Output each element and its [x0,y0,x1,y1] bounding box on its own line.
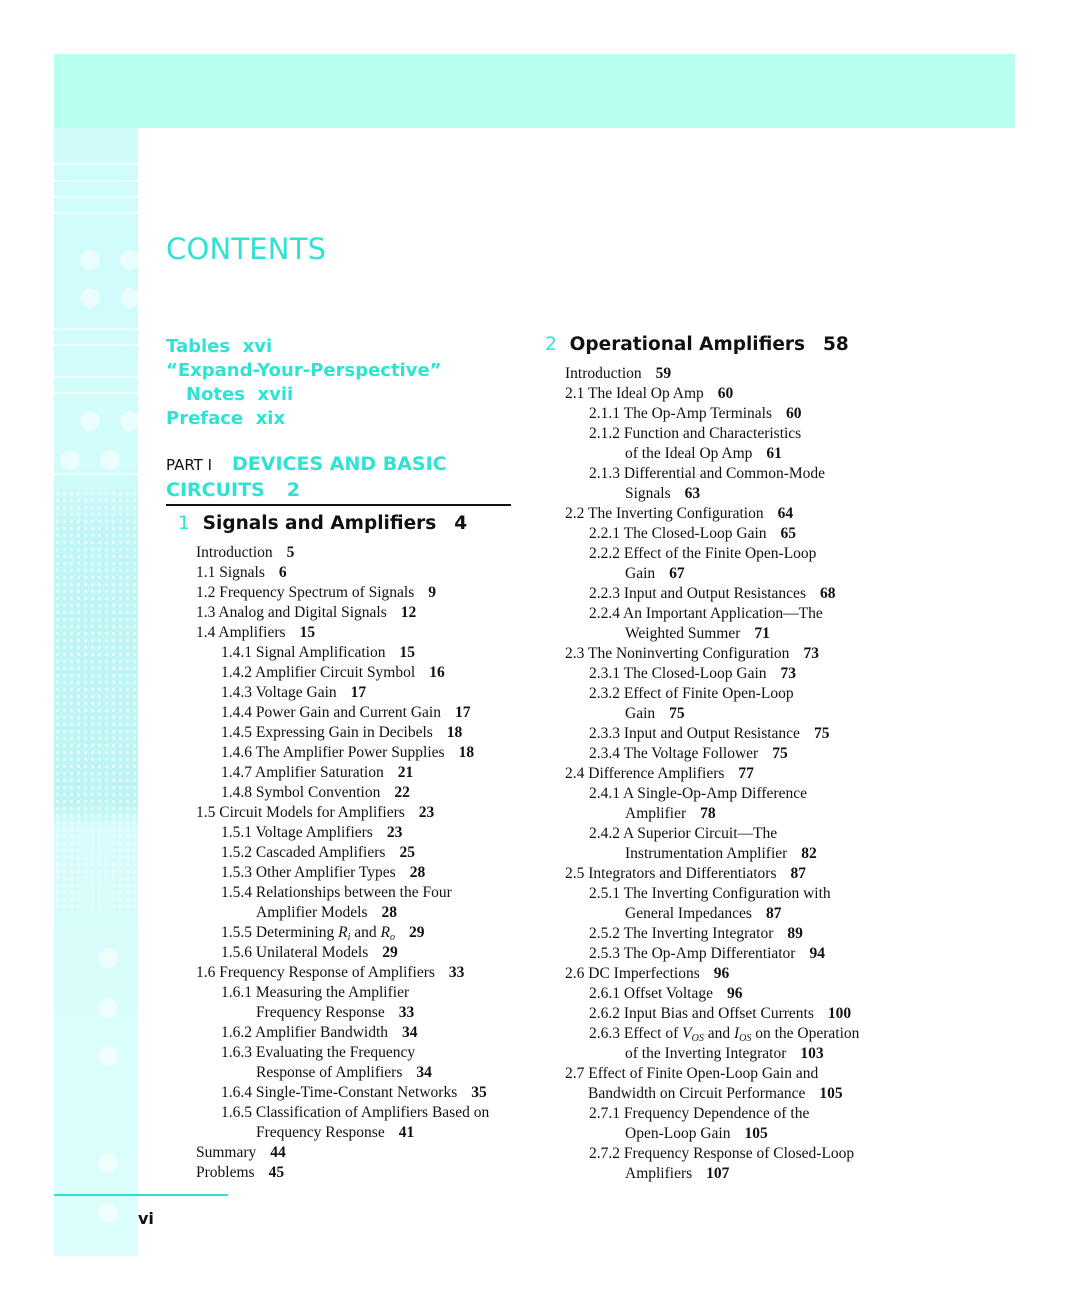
circuit-trace-decoration [54,328,138,330]
toc-entry[interactable] [589,684,794,704]
toc-entry[interactable] [589,544,816,564]
toc-entry[interactable] [256,1063,432,1083]
toc-entry[interactable] [589,1004,851,1024]
toc-entry-page: 63 [684,485,701,502]
chapter-title: Signals and Amplifiers [202,513,437,534]
toc-entry[interactable] [221,883,452,903]
chapter-page: 58 [823,334,849,355]
toc-entry-title: of the Inverting Integrator [625,1045,787,1062]
toc-entry[interactable] [589,744,788,764]
toc-entry[interactable] [196,563,287,583]
header-banner [54,54,1015,128]
toc-entry[interactable] [196,583,436,603]
toc-entry-page: 77 [738,765,754,782]
toc-entry-title: 1.6.4 Single-Time-Constant Networks [221,1084,458,1101]
toc-entry[interactable] [221,663,445,683]
toc-entry[interactable] [256,903,397,923]
toc-entry[interactable] [625,564,685,584]
toc-entry-page: 64 [777,505,794,522]
toc-entry-title: 2.3.4 The Voltage Follower [589,745,759,762]
part-title-line1[interactable]: DEVICES AND BASIC [232,453,447,475]
toc-entry-page: 89 [787,925,803,942]
toc-entry-page: 34 [416,1064,432,1081]
toc-entry-page: 78 [700,805,716,822]
toc-entry[interactable] [221,1043,415,1063]
toc-entry-page: 103 [800,1045,824,1062]
part-title-text: CIRCUITS [166,479,265,501]
chapter-number: 2 [545,334,557,355]
toc-entry-title: 2.6 DC Imperfections [565,965,700,982]
toc-entry[interactable] [565,964,729,984]
circuit-trace-decoration [54,392,138,394]
toc-entry[interactable] [565,384,733,404]
toc-entry-page: 73 [803,645,819,662]
toc-entry-title: 1.3 Analog and Digital Signals [196,604,387,621]
toc-entry-title: 2.7.2 Frequency Response of Closed-Loop [589,1145,855,1162]
toc-entry-page: 17 [350,684,367,701]
toc-entry-title: 1.6.5 Classification of Amplifiers Based on [221,1104,490,1121]
toc-entry[interactable] [589,984,743,1004]
toc-entry-title: 2.3.1 The Closed-Loop Gain [589,665,767,682]
front-page: xvii [257,384,294,405]
front-label: “Expand-Your-Perspective” [166,360,442,381]
toc-entry-page: 75 [772,745,788,762]
toc-entry-page: 9 [428,584,437,601]
toc-entry-title: 1.4.8 Symbol Convention [221,784,381,801]
toc-entry-title: 2.7 Effect of Finite Open-Loop Gain and [565,1065,819,1082]
toc-entry-page: 87 [765,905,782,922]
toc-entry-page: 23 [386,824,403,841]
circuit-pad-decoration [80,411,100,431]
toc-entry[interactable] [589,724,829,744]
toc-entry-page: 75 [813,725,830,742]
toc-entry-title: 1.1 Signals [196,564,265,581]
toc-entry-title: 2.6.2 Input Bias and Offset Currents [589,1005,814,1022]
toc-entry-title: 2.1.1 The Op-Amp Terminals [589,405,773,422]
toc-entry-title: 1.5.1 Voltage Amplifiers [221,824,373,841]
toc-entry[interactable] [196,963,464,983]
toc-entry-page: 105 [819,1085,843,1102]
toc-entry-title: 2.3.2 Effect of Finite Open-Loop [589,685,794,702]
toc-entry[interactable] [565,504,793,524]
toc-entry-title: 2.7.1 Frequency Dependence of the [589,1105,810,1122]
toc-entry[interactable] [625,624,770,644]
toc-entry[interactable] [221,723,462,743]
toc-entry-page: 60 [717,385,734,402]
circuit-trace-decoration [54,163,138,165]
toc-entry-title: 1.2 Frequency Spectrum of Signals [196,584,415,601]
toc-entry-title: 2.2.2 Effect of the Finite Open-Loop [589,545,817,562]
toc-entry-title: 2.1.3 Differential and Common-Mode [589,465,826,482]
toc-entry[interactable] [221,643,415,663]
toc-entry-title: 1.6.3 Evaluating the Frequency [221,1044,416,1061]
toc-entry-title: 2.3.3 Input and Output Resistance [589,725,800,742]
toc-entry[interactable] [221,983,409,1003]
toc-entry-title: Gain [625,565,656,582]
toc-entry[interactable] [589,424,801,444]
toc-entry-page: 23 [418,804,435,821]
toc-front-tables[interactable] [166,335,272,359]
toc-entry-title: Introduction [565,365,642,382]
page-number: vi [138,1209,154,1228]
toc-entry-title: 1.5 Circuit Models for Amplifiers [196,804,405,821]
toc-entry[interactable] [589,664,796,684]
toc-entry-title: 1.4.7 Amplifier Saturation [221,764,384,781]
circuit-pad-decoration [98,1153,118,1173]
toc-entry-title: Weighted Summer [625,625,741,642]
toc-entry-page: 25 [399,844,415,861]
toc-entry[interactable] [589,924,803,944]
toc-entry-page: 15 [299,624,316,641]
toc-entry-title: Amplifier Models [256,904,368,921]
toc-entry-page: 6 [278,564,287,581]
toc-entry-page: 5 [286,544,295,561]
front-page: xvi [242,336,273,357]
toc-entry[interactable] [589,784,807,804]
decorative-circuit-strip [54,128,138,1256]
toc-entry[interactable] [256,1003,414,1023]
toc-entry[interactable] [589,1144,854,1164]
toc-entry-page: 82 [801,845,817,862]
toc-entry-page: 35 [471,1084,487,1101]
toc-entry[interactable] [221,783,410,803]
toc-entry[interactable] [589,404,802,424]
toc-entry-title: 2.3 The Noninverting Configuration [565,645,790,662]
toc-entry[interactable] [589,1104,809,1124]
toc-entry-page: 22 [394,784,410,801]
circuit-trace-decoration [54,212,138,214]
toc-entry-page: 96 [727,985,743,1002]
toc-entry-page: 15 [399,644,415,661]
toc-entry-page: 16 [429,664,445,681]
toc-entry[interactable] [565,864,806,884]
toc-entry-title: 2.6.1 Offset Voltage [589,985,713,1002]
toc-entry-page: 18 [446,724,463,741]
toc-entry[interactable] [589,604,823,624]
toc-entry-title: 2.5.1 The Inverting Configuration with [589,885,831,902]
front-label: Tables [166,336,231,357]
circuit-trace-decoration [54,473,138,475]
circuit-trace-decoration [54,344,138,346]
toc-entry-title: 2.5.3 The Op-Amp Differentiator [589,945,796,962]
toc-entry-title: 1.5.6 Unilateral Models [221,944,369,961]
toc-entry-title: 1.6 Frequency Response of Amplifiers [196,964,435,981]
toc-entry[interactable] [256,1123,414,1143]
toc-entry-page: 75 [669,705,685,722]
toc-entry[interactable] [221,1083,487,1103]
toc-entry-title: General Impedances [625,905,752,922]
toc-entry[interactable] [196,623,315,643]
toc-entry-title: Amplifier [625,805,687,822]
chapter-number: 1 [178,513,190,534]
toc-entry[interactable] [625,904,781,924]
part-divider [166,504,511,506]
toc-entry-page: 34 [402,1024,418,1041]
toc-entry-page: 61 [766,445,782,462]
toc-entry[interactable] [625,844,817,864]
toc-entry-page: 67 [669,565,685,582]
toc-entry-page: 71 [754,625,770,642]
circuit-grid-decoration [54,490,138,910]
toc-entry-title: 1.5.5 Determining $R_i$ and $R_o$ [221,924,395,943]
toc-entry[interactable] [589,584,835,604]
toc-entry[interactable] [565,364,671,384]
circuit-trace-decoration [54,180,138,182]
toc-entry-title: 2.5.2 The Inverting Integrator [589,925,774,942]
toc-entry[interactable] [565,644,819,664]
toc-entry-page: 28 [409,864,426,881]
page-title: CONTENTS [166,232,327,266]
toc-entry-page: 100 [827,1005,852,1022]
toc-entry-title: Instrumentation Amplifier [625,845,788,862]
front-label: Notes [186,384,245,405]
circuit-pad-decoration [98,1046,118,1066]
toc-entry-title: 2.5 Integrators and Differentiators [565,865,777,882]
toc-entry[interactable] [625,484,700,504]
toc-entry[interactable] [221,943,398,963]
toc-front-expand-your-perspective[interactable] [166,359,442,383]
toc-entry-page: 87 [790,865,806,882]
circuit-pad-decoration [98,948,118,968]
chapter-page: 4 [454,513,468,534]
part-page: 2 [286,479,300,501]
toc-entry-title: Response of Amplifiers [256,1064,403,1081]
toc-entry[interactable] [221,763,413,783]
toc-entry-title: 1.4.3 Voltage Gain [221,684,337,701]
circuit-pad-decoration [98,1203,118,1223]
toc-entry-title: Frequency Response [256,1004,385,1021]
toc-entry-title: 2.1 The Ideal Op Amp [565,385,704,402]
toc-entry[interactable] [589,944,825,964]
toc-entry-title: 1.6.2 Amplifier Bandwidth [221,1024,389,1041]
footer-rule [54,1194,228,1196]
toc-entry-title: 2.4.1 A Single-Op-Amp Difference [589,785,807,802]
toc-entry-title: 2.2 The Inverting Configuration [565,505,764,522]
toc-entry[interactable] [589,464,825,484]
toc-entry[interactable] [221,823,402,843]
toc-entry-title: Problems [196,1164,255,1181]
toc-entry-title: Amplifiers [625,1165,693,1182]
toc-entry-page: 29 [408,924,425,941]
part-label: PART I [166,456,213,474]
toc-entry-title: 1.6.1 Measuring the Amplifier [221,984,410,1001]
toc-entry-page: 21 [397,764,414,781]
toc-entry[interactable] [221,1023,418,1043]
toc-entry[interactable] [221,843,415,863]
toc-entry-title: 2.2.1 The Closed-Loop Gain [589,525,767,542]
toc-front-notes[interactable] [186,383,293,407]
toc-entry[interactable] [196,1163,284,1183]
toc-entry[interactable] [221,703,470,723]
toc-entry-page: 41 [398,1124,415,1141]
toc-entry[interactable] [589,524,796,544]
toc-entry-page: 94 [809,945,825,962]
toc-entry-page: 59 [655,365,672,382]
circuit-pad-decoration [80,250,100,270]
toc-front-preface[interactable] [166,407,285,431]
toc-entry-page: 60 [786,405,802,422]
toc-entry[interactable] [196,603,416,623]
toc-entry-title: 1.4.2 Amplifier Circuit Symbol [221,664,416,681]
toc-entry[interactable] [221,863,425,883]
toc-entry[interactable] [625,1044,824,1064]
circuit-pad-decoration [120,288,138,308]
toc-entry[interactable] [196,1143,286,1163]
circuit-pad-decoration [100,450,120,470]
toc-entry[interactable] [221,1103,489,1123]
toc-entry[interactable] [589,884,831,904]
circuit-pad-decoration [80,288,100,308]
toc-entry[interactable] [625,1124,768,1144]
toc-entry-title: 2.4 Difference Amplifiers [565,765,725,782]
toc-entry-title: Introduction [196,544,273,561]
toc-entry-title: Gain [625,705,656,722]
toc-entry-title: 2.4.2 A Superior Circuit—The [589,825,778,842]
toc-entry[interactable] [196,803,434,823]
circuit-trace-decoration [54,376,138,378]
chapter-1-heading[interactable] [178,513,467,534]
front-label: Preface [166,408,244,429]
toc-entry[interactable] [221,743,474,763]
circuit-pad-decoration [120,411,138,431]
toc-entry-page: 18 [458,744,475,761]
toc-entry-title: 1.5.2 Cascaded Amplifiers [221,844,386,861]
toc-entry-title: 1.4.6 The Amplifier Power Supplies [221,744,445,761]
toc-entry-title: Signals [625,485,671,502]
toc-entry-title: Summary [196,1144,257,1161]
toc-entry-page: 65 [780,525,797,542]
toc-entry-title: 1.4.5 Expressing Gain in Decibels [221,724,433,741]
toc-entry-title: Bandwidth on Circuit Performance [588,1085,806,1102]
chapter-title: Operational Amplifiers [569,334,806,355]
circuit-pad-decoration [60,450,80,470]
toc-entry-page: 29 [382,944,398,961]
toc-entry[interactable] [565,1064,818,1084]
toc-entry-page: 33 [448,964,465,981]
toc-entry-title: 1.5.3 Other Amplifier Types [221,864,396,881]
front-page: xix [255,408,286,429]
toc-entry-page: 68 [819,585,836,602]
toc-entry[interactable] [565,764,754,784]
toc-entry-title: 2.1.2 Function and Characteristics [589,425,802,442]
toc-entry-page: 28 [381,904,397,921]
toc-entry[interactable] [625,1164,729,1184]
toc-entry[interactable] [625,444,782,464]
circuit-pad-decoration [120,250,138,270]
toc-entry-page: 33 [398,1004,415,1021]
toc-entry-page: 73 [780,665,797,682]
toc-entry-page: 107 [706,1165,730,1182]
toc-entry-page: 12 [400,604,417,621]
toc-entry-page: 96 [713,965,730,982]
part-title-line2[interactable] [166,479,300,501]
circuit-trace-decoration [54,196,138,198]
toc-entry-title: 1.4 Amplifiers [196,624,286,641]
toc-entry[interactable] [221,683,366,703]
toc-entry-title: 2.2.3 Input and Output Resistances [589,585,806,602]
toc-entry-page: 105 [744,1125,768,1142]
toc-entry-page: 45 [268,1164,285,1181]
toc-entry-title: 1.4.1 Signal Amplification [221,644,386,661]
toc-entry[interactable] [589,824,777,844]
toc-entry[interactable] [588,1084,843,1104]
chapter-2-heading[interactable] [545,334,849,355]
toc-entry[interactable] [625,804,716,824]
circuit-pad-decoration [98,998,118,1018]
toc-entry-title: 2.2.4 An Important Application—The [589,605,823,622]
toc-entry-title: 1.4.4 Power Gain and Current Gain [221,704,441,721]
toc-entry-title: 2.6.3 Effect of $V_{OS}$ and $I_{OS}$ on the Operation [589,1025,860,1044]
toc-entry-title: Open-Loop Gain [625,1125,731,1142]
toc-entry-page: 44 [270,1144,286,1161]
toc-entry[interactable] [625,704,685,724]
toc-entry[interactable] [196,543,294,563]
toc-entry-title: of the Ideal Op Amp [625,445,753,462]
toc-entry-page: 17 [454,704,471,721]
toc-entry-title: Frequency Response [256,1124,385,1141]
toc-entry-title: 1.5.4 Relationships between the Four [221,884,452,901]
